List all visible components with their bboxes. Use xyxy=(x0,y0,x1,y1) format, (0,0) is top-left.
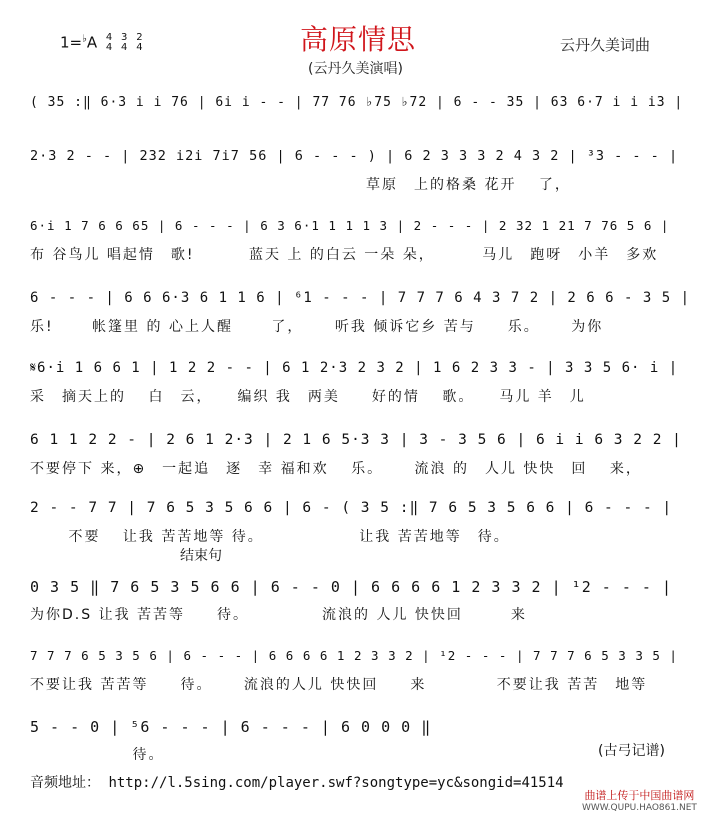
notation-line: 2 - - 7 7 | 7 6 5 3 5 6 6 | 6 - ( 3 5 :‖ 7 6 5 3 5 6 6 | 6 - - - | xyxy=(30,500,673,516)
notation-line: 7 7 7 6 5 3 5 6 | 6 - - - | 6 6 6 6 1 2 3 3 2 | ¹2 - - - | 7 7 7 6 5 3 3 5 | xyxy=(30,648,678,663)
site-watermark xyxy=(582,790,697,814)
key-accidental: ♭ xyxy=(82,33,87,45)
watermark-line2: WWW.QUPU.HAO861.NET xyxy=(582,803,697,813)
meter-2-4: 2 4 xyxy=(136,32,143,53)
lyrics-line: 待。 xyxy=(30,747,165,763)
song-title: 高原情思 xyxy=(300,23,417,56)
ending-label: 结束句 xyxy=(180,548,222,564)
score-row xyxy=(0,578,708,658)
score-row xyxy=(0,148,708,228)
key-prefix: 1= xyxy=(60,33,83,52)
lyrics-line: 草原 上的格桑 花开 了， xyxy=(30,177,571,193)
notation-line: 6 - - - | 6 6 6·3 6 1 1 6 | ⁶1 - - - | 7 7 7 6 4 3 7 2 | 2 6 6 - 3 5 | xyxy=(30,290,691,306)
notation-line: 2·3 2 - - | 232 i2i 7i7 56 | 6 - - - ) | 6 2 3 3 3 2 4 3 2 | ³3 - - - | xyxy=(30,148,679,164)
lyrics-line: 乐! 帐篷里 的 心上人醒 了， 听我 倾诉它乡 苦与 乐。 为你 xyxy=(30,319,604,335)
lyrics-line: 布 谷鸟儿 唱起情 歌! 蓝天 上 的白云 一朵 朵， 马儿 跑呀 小羊 多欢 xyxy=(30,247,659,263)
score-row xyxy=(0,500,708,580)
meter-4-4: 4 4 xyxy=(105,32,113,53)
lyrics-line: 采 摘天上的 白 云， 编织 我 两美 好的情 歌。 马儿 羊 儿 xyxy=(30,389,586,405)
composer-credit: 云丹久美词曲 xyxy=(560,36,651,54)
score-row xyxy=(0,290,708,370)
notation-line: 0 3 5 ‖ 7 6 5 3 5 6 6 | 6 - - 0 | 6 6 6 6 1 2 3 3 2 | ¹2 - - - | xyxy=(30,578,672,596)
singer-credit: (云丹久美演唱) xyxy=(308,61,403,77)
audio-address xyxy=(30,772,564,792)
watermark-line1: 曲谱上传于中国曲谱网 xyxy=(584,789,695,802)
score-row xyxy=(0,648,708,728)
key-note: A xyxy=(86,33,98,52)
lyrics-line: 不要 让我 苦苦地等 待。 让我 苦苦地等 待。 xyxy=(30,529,510,545)
lyrics-line: 为你D.S 让我 苦苦等 待。 流浪的 人儿 快快回 来 xyxy=(30,607,527,623)
notation-line: 𝄋6·i 1 6 6 1 | 1 2 2 - - | 6 1 2·3 2 3 2 | 1 6 2 3 3 - | 3 3 5 6· i | xyxy=(30,360,679,376)
lyrics-line: 不要让我 苦苦等 待。 流浪的人儿 快快回 来 不要让我 苦苦 地等 xyxy=(30,677,648,693)
notation-line: 5 - - 0 | ⁵6 - - - | 6 - - - | 6 0 0 0 ‖ xyxy=(30,718,432,736)
audio-label: 音频地址： xyxy=(30,775,100,791)
score-row xyxy=(0,218,708,298)
notation-line: ( 35 :‖ 6·3 i i 76 | 6i i - - | 77 76 ♭75 ♭72 | 6 - - 35 | 63 6·7 i i i3 | xyxy=(30,95,684,110)
notation-line: 6 1 1 2 2 - | 2 6 1 2·3 | 2 1 6 5·3 3 | 3 - 3 5 6 | 6 i i 6 3 2 2 | xyxy=(30,432,682,448)
key-signature xyxy=(60,33,143,53)
audio-url[interactable]: http://l.5sing.com/player.swf?songtype=yc&songid=41514 xyxy=(108,775,564,791)
lyrics-line: 不要停下 来，⊕ 一起追 逐 幸 福和欢 乐。 流浪 的 人儿 快快 回 来， xyxy=(30,461,642,477)
notation-line: 6·i 1 7 6 6 65 | 6 - - - | 6 3 6·1 1 1 1 3 | 2 - - - | 2 32 1 21 7 76 5 6 | xyxy=(30,218,670,233)
meter-3-4: 3 4 xyxy=(121,32,128,53)
score-row xyxy=(0,360,708,440)
recorder-credit: (古弓记谱) xyxy=(598,743,665,759)
